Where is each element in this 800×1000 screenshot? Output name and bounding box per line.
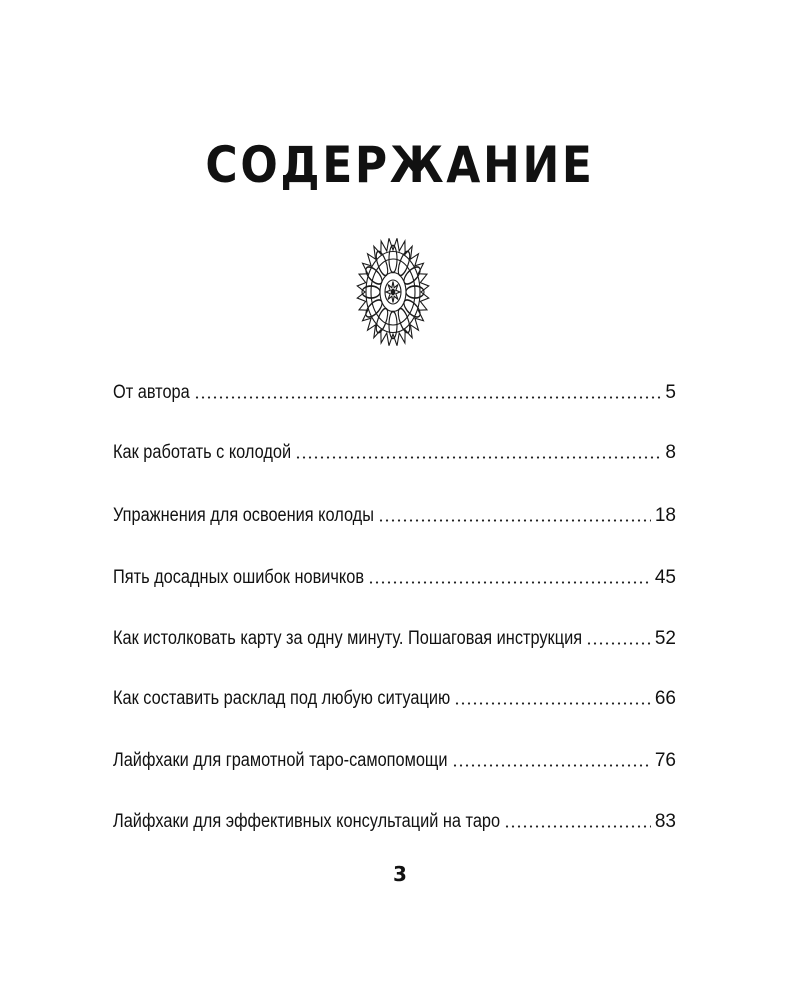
toc-entry-page: 76 xyxy=(654,750,676,771)
page-number: 3 xyxy=(393,862,407,886)
dot-leader xyxy=(454,702,651,705)
toc-entry-label: Как составить расклад под любую ситуацию xyxy=(113,688,451,709)
toc-entry-page: 83 xyxy=(654,811,676,832)
toc-entry-label: Лайфхаки для грамотной таро-самопомощи xyxy=(113,750,448,771)
toc-entry-page: 8 xyxy=(665,442,676,463)
toc-entry-label: Как истолковать карту за одну минуту. Пошаговая инструкция xyxy=(113,628,583,649)
toc-entry-label: От автора xyxy=(113,382,190,403)
toc-entry-interpret-card[interactable] xyxy=(113,618,676,648)
toc-entry-exercises[interactable] xyxy=(113,495,676,525)
toc-entry-label: Пять досадных ошибок новичков xyxy=(113,567,365,588)
toc-entry-spread[interactable] xyxy=(113,678,676,708)
toc-entry-self-help[interactable] xyxy=(113,740,676,770)
table-of-contents xyxy=(113,0,676,1000)
toc-entry-label: Лайфхаки для эффективных консультаций на таро xyxy=(113,811,501,832)
dot-leader xyxy=(368,581,651,584)
dot-leader xyxy=(194,396,662,399)
toc-entry-from-author[interactable] xyxy=(113,372,676,402)
toc-entry-page: 18 xyxy=(654,505,676,526)
toc-entry-how-to-work[interactable] xyxy=(113,432,676,462)
toc-entry-label: Как работать с колодой xyxy=(113,442,292,463)
toc-entry-mistakes[interactable] xyxy=(113,557,676,587)
dot-leader xyxy=(295,456,661,459)
toc-entry-page: 66 xyxy=(654,688,676,709)
toc-entry-label: Упражнения для освоения колоды xyxy=(113,505,374,526)
dot-leader xyxy=(452,764,651,767)
page-title: СОДЕРЖАНИЕ xyxy=(205,136,595,194)
toc-entry-consultations[interactable] xyxy=(113,801,676,831)
dot-leader xyxy=(586,642,651,645)
toc-entry-page: 52 xyxy=(654,628,676,649)
toc-entry-page: 45 xyxy=(654,567,676,588)
dot-leader xyxy=(504,825,651,828)
dot-leader xyxy=(378,519,651,522)
toc-entry-page: 5 xyxy=(665,382,676,403)
